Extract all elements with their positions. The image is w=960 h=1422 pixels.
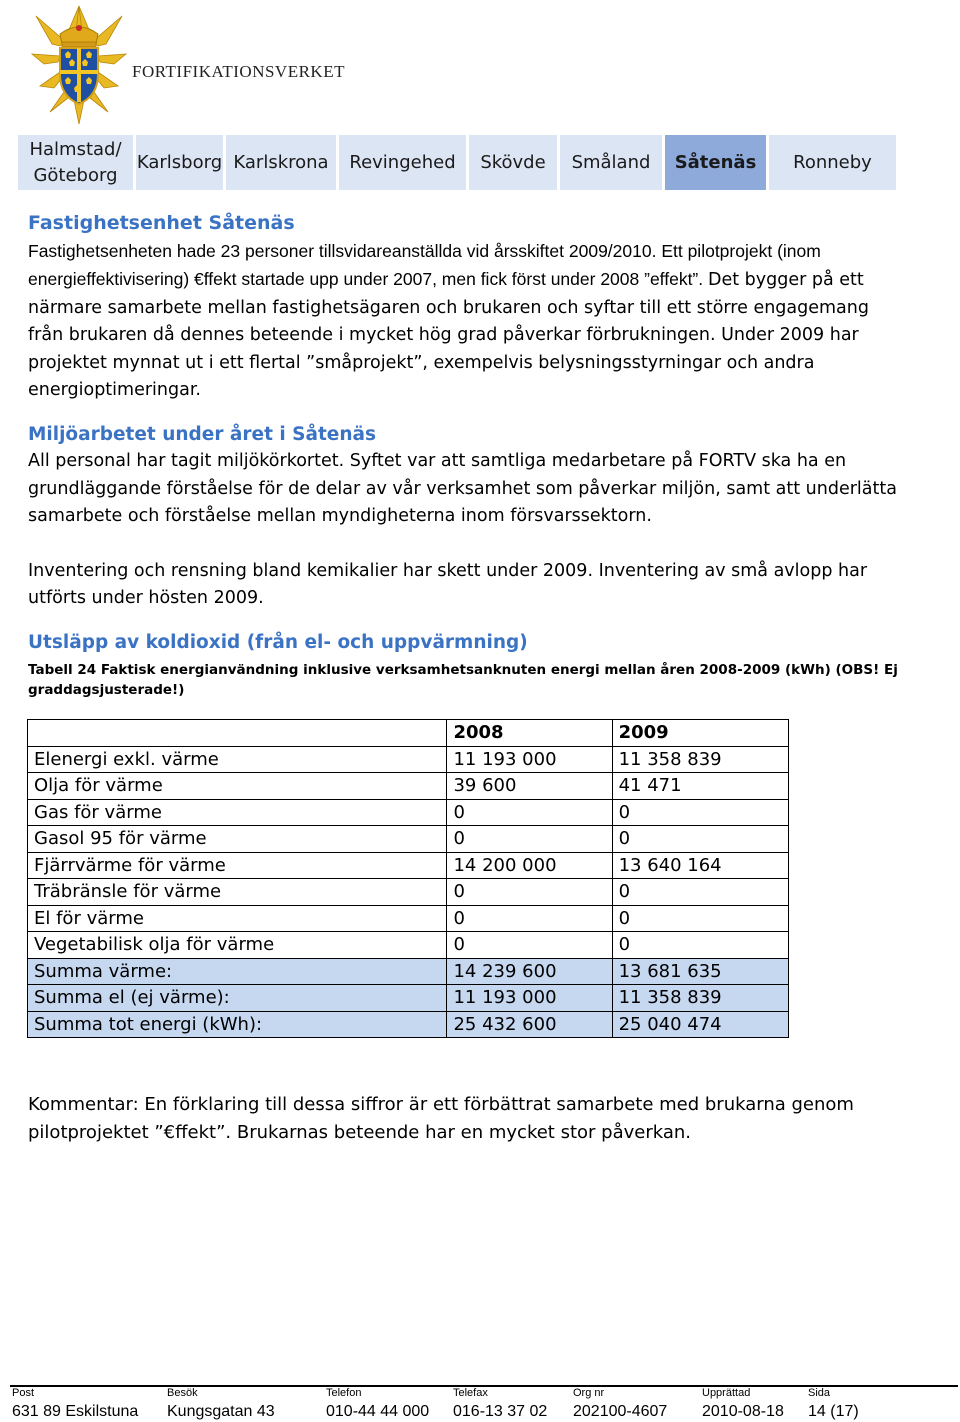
nav-item-halmstad-goteborg[interactable]: Halmstad/ Göteborg	[18, 135, 133, 190]
fortifikationsverket-crest-icon	[30, 4, 128, 126]
table-cell-value: 25 432 600	[447, 1011, 612, 1038]
nav-item-smaland[interactable]: Småland	[560, 135, 662, 190]
table-row	[28, 826, 789, 853]
section-heading-fastighetsenhet: Fastighetsenhet Såtenäs	[28, 212, 295, 234]
nav-item-revingehed[interactable]: Revingehed	[339, 135, 466, 190]
page-footer	[12, 1387, 952, 1421]
table-cell-value: 0	[447, 799, 612, 826]
table-cell-value: 0	[447, 932, 612, 959]
table-cell-value: 0	[612, 932, 788, 959]
table-cell-value: 2009	[612, 720, 788, 747]
nav-item-ronneby[interactable]: Ronneby	[769, 135, 896, 190]
table-cell-label	[28, 720, 447, 747]
table-row	[28, 879, 789, 906]
table-cell-value: 0	[447, 826, 612, 853]
footer-label: Org nr	[573, 1387, 605, 1399]
table-cell-value: 11 193 000	[447, 746, 612, 773]
table-row	[28, 905, 789, 932]
footer-value: 010-44 44 000	[326, 1403, 430, 1420]
table-cell-value: 14 200 000	[447, 852, 612, 879]
table-cell-label: Vegetabilisk olja för värme	[28, 932, 447, 959]
table-row	[28, 985, 789, 1012]
footer-label: Post	[12, 1387, 35, 1399]
table-row	[28, 852, 789, 879]
table-cell-value: 13 681 635	[612, 958, 788, 985]
table-cell-label: Fjärrvärme för värme	[28, 852, 447, 879]
table-cell-value: 41 471	[612, 773, 788, 800]
table-header-row	[28, 720, 789, 747]
table-row	[28, 932, 789, 959]
footer-field	[167, 1387, 275, 1422]
table-cell-value: 11 193 000	[447, 985, 612, 1012]
footer-field	[573, 1387, 667, 1422]
footer-value: 14 (17)	[808, 1403, 859, 1420]
nav-item-karlskrona[interactable]: Karlskrona	[226, 135, 336, 190]
paragraph-part-b: Det bygger på ett närmare samarbete mellan fastighetsägaren och brukaren och syftar till ett större engagemang från brukaren då dennes beteende i mycket hög grad påverkar förbrukningen. Under 2009 har projektet mynnat ut i ett flertal ”småprojekt”, exempelvis belysningsstyrningar och andra energioptimeringar.	[28, 270, 869, 401]
table-cell-value: 0	[612, 905, 788, 932]
table-row	[28, 958, 789, 985]
table-cell-label: Träbränsle för värme	[28, 879, 447, 906]
table-cell-value: 0	[612, 826, 788, 853]
table-cell-label: Summa el (ej värme):	[28, 985, 447, 1012]
table-cell-label: Gas för värme	[28, 799, 447, 826]
table-row	[28, 746, 789, 773]
nav-item-skovde[interactable]: Skövde	[469, 135, 557, 190]
table-cell-value: 13 640 164	[612, 852, 788, 879]
org-name: FORTIFIKATIONSVERKET	[132, 62, 345, 81]
footer-label: Telefon	[326, 1387, 362, 1399]
table-cell-value: 25 040 474	[612, 1011, 788, 1038]
footer-label: Upprättad	[702, 1387, 751, 1399]
footer-value: 202100-4607	[573, 1403, 668, 1420]
table-cell-value: 14 239 600	[447, 958, 612, 985]
nav-item-satenas[interactable]: Såtenäs	[665, 135, 766, 190]
section-paragraph-fastighetsenhet	[28, 238, 908, 404]
energy-table	[27, 719, 789, 1038]
paragraph-inventering: Inventering och rensning bland kemikalier har skett under 2009. Inventering av små avlopp har utförts under hösten 2009.	[28, 560, 868, 609]
footer-value: 016-13 37 02	[453, 1403, 548, 1420]
table-cell-value: 0	[612, 879, 788, 906]
table-cell-value: 0	[447, 905, 612, 932]
section-heading-utslapp: Utsläpp av koldioxid (från el- och uppvärmning)	[28, 632, 528, 654]
table-cell-value: 11 358 839	[612, 985, 788, 1012]
nav-item-karlsborg[interactable]: Karlsborg	[136, 135, 223, 190]
table-cell-label: Elenergi exkl. värme	[28, 746, 447, 773]
main-content	[28, 208, 908, 700]
table-caption: Tabell 24 Faktisk energianvändning inklusive verksamhetsanknuten energi mellan åren 2008-2009 (kWh) (OBS! Ej graddagsjusterade!)	[28, 662, 898, 699]
table-cell-value: 0	[447, 879, 612, 906]
table-row	[28, 799, 789, 826]
table-cell-label: Gasol 95 för värme	[28, 826, 447, 853]
table-row	[28, 1011, 789, 1038]
footer-value: 2010-08-18	[702, 1403, 784, 1420]
comment-paragraph: Kommentar: En förklaring till dessa siffror är ett förbättrat samarbete med brukarna genom pilotprojektet ”€ffekt”. Brukarnas beteende har en mycket stor påverkan.	[28, 1094, 854, 1143]
footer-field	[326, 1387, 429, 1422]
section-heading-miljoarbetet: Miljöarbetet under året i Såtenäs	[28, 424, 376, 446]
table-cell-label: Olja för värme	[28, 773, 447, 800]
table-cell-label: Summa tot energi (kWh):	[28, 1011, 447, 1038]
paragraph-part-a: Fastighetsenheten hade 23 personer tillsvidareanställda vid årsskiftet 2009/2010. Ett pilotprojekt (inom energieffektivisering) €ffekt startade upp under 2007, men fick först under 2008 ”effekt”.	[28, 241, 821, 290]
footer-label: Sida	[808, 1387, 831, 1399]
table-cell-value: 2008	[447, 720, 612, 747]
footer-field	[808, 1387, 859, 1422]
footer-field	[453, 1387, 547, 1422]
table-row	[28, 773, 789, 800]
table-cell-label: Summa värme:	[28, 958, 447, 985]
table-cell-value: 39 600	[447, 773, 612, 800]
site-nav	[18, 135, 896, 190]
footer-label: Telefax	[453, 1387, 488, 1399]
footer-value: Kungsgatan 43	[167, 1403, 275, 1420]
table-cell-value: 11 358 839	[612, 746, 788, 773]
footer-value: 631 89 Eskilstuna	[12, 1403, 139, 1420]
table-cell-label: El för värme	[28, 905, 447, 932]
table-cell-value: 0	[612, 799, 788, 826]
footer-field	[702, 1387, 784, 1422]
paragraph-miljokorkort: All personal har tagit miljökörkortet. Syftet var att samtliga medarbetare på FORTV ska ha en grundläggande förståelse för de delar av vår verksamhet som påverkar miljön, samt att underlätta samarbete och förståelse mellan myndigheterna inom försvarssektorn.	[28, 451, 897, 527]
footer-field	[12, 1387, 138, 1422]
footer-label: Besök	[167, 1387, 198, 1399]
